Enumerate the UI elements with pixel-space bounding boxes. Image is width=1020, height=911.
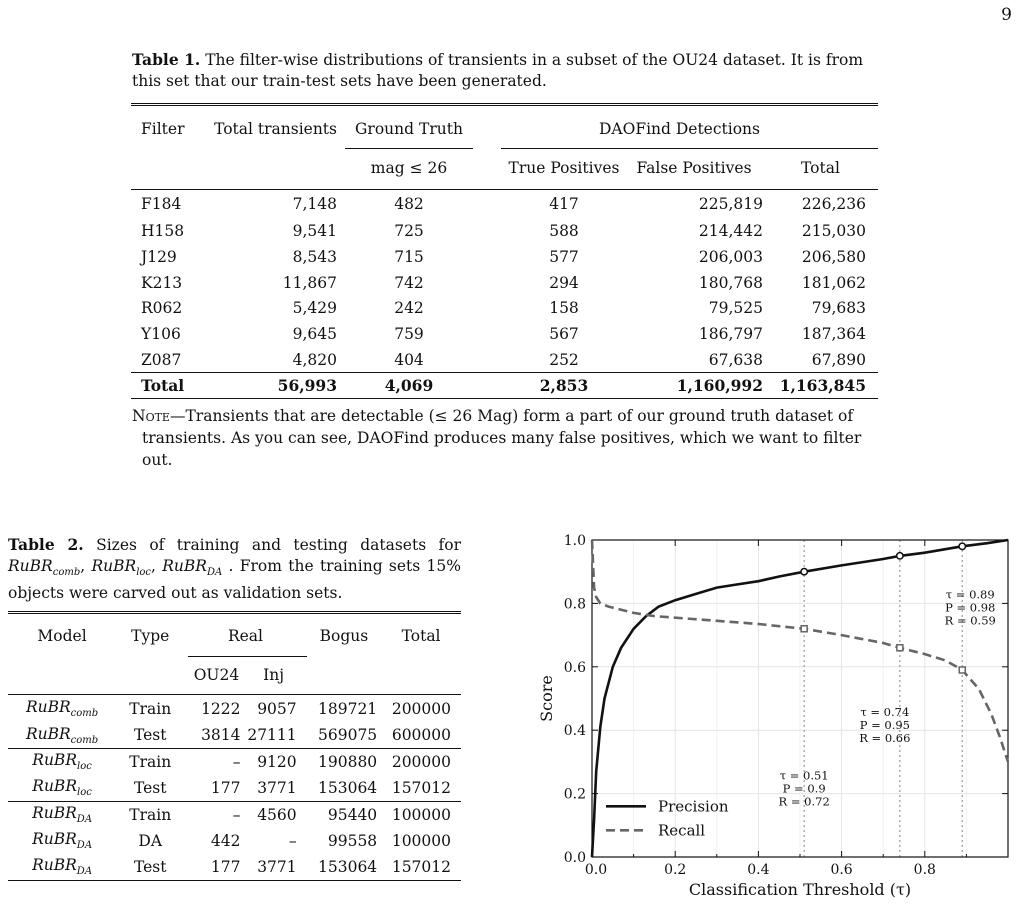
t2-bogus-cell: 153064 [318,857,378,876]
table2 [8,611,461,881]
table1-label: Table 1. [132,50,201,69]
table1-caption [132,49,878,92]
table1-cell: 567 [549,325,579,344]
table1-cell: 4,820 [292,350,337,369]
table1-cell: 79,525 [708,299,763,318]
table1-cell: 214,442 [698,222,763,241]
t2-ou24-cell: – [232,805,241,824]
table2-header-row [8,616,461,656]
table1-subheader-row [131,148,878,189]
col-total-transients-header: Total transients [214,119,337,138]
table1-cell: 404 [394,350,424,369]
table1-cell: 181,062 [801,273,866,292]
legend-label-recall: Recall [658,821,706,840]
table1-total-row [131,373,878,398]
threshold-annotation: R = 0.72 [778,794,830,809]
table1-cell: 158 [549,299,579,318]
threshold-annotation: P = 0.98 [945,600,996,615]
recall-marker [959,667,965,673]
t2-bogus-cell: 95440 [327,805,378,824]
t2-total-cell: 600000 [391,726,451,745]
table2-row [8,723,461,749]
y-tick-label: 0.6 [563,659,586,676]
table1-top-rule [131,103,878,106]
table1-grid [131,109,878,398]
table2-grid [8,616,461,880]
table1-row [131,347,878,373]
note-text: —Transients that are detectable (≤ 26 Mag) form a part of our ground truth dataset of transients. As you can see, DAOFind produces many false positives, which we want to filter out. [142,407,862,469]
table1 [131,103,878,399]
total-label: Total [141,376,185,396]
t2-bogus-cell: 190880 [318,753,378,771]
t2-ou24-cell: 3814 [201,726,241,745]
t2-type-cell: Train [129,805,172,824]
note-label: Note [132,407,170,425]
precision-marker [897,553,903,559]
table1-cell: 226,236 [801,195,866,213]
table1-cell: 67,638 [708,350,763,369]
t2-inj-header: Inj [263,665,285,684]
x-tick-label: 0.2 [664,862,687,878]
y-axis-label: Score [537,675,556,722]
t2-inj-cell: 9057 [257,699,297,718]
threshold-annotation: τ = 0.89 [945,587,995,602]
x-tick-label: 0.8 [913,862,936,878]
table2-row [8,775,461,801]
table1-cell: 5,429 [292,299,337,318]
table1-cell: 577 [549,248,579,267]
t2-model-header: Model [37,627,87,645]
t2-type-cell: Train [129,753,172,771]
precision-marker [959,543,965,549]
table1-cell: R062 [141,299,183,318]
recall-marker [801,626,807,632]
y-tick-label: 0.2 [563,786,586,803]
t2-inj-cell: – [288,831,297,850]
t2-bogus-cell: 153064 [318,778,378,797]
table1-cell: Z087 [141,350,182,369]
legend-label-precision: Precision [658,797,729,816]
t2-ou24-cell: 442 [210,831,241,850]
t2-model-cell: RuBR$_{comb}$ [25,697,99,720]
t2-bogus-cell: 569075 [318,726,378,745]
precision-marker [801,569,807,575]
table1-cell: K213 [141,273,183,292]
table2-caption [8,534,461,604]
t2-type-cell: Test [133,778,167,797]
t2-bogus-header: Bogus [319,627,369,645]
threshold-annotation: τ = 0.74 [860,704,910,719]
table1-row [131,190,878,219]
table2-row [8,828,461,854]
recall-marker [897,645,903,651]
table1-cell: 79,683 [811,299,866,318]
table1-cell: 7,148 [292,195,337,213]
table1-cell: 242 [394,299,424,318]
table1-cell: 715 [394,248,424,267]
table1-cell: J129 [141,248,177,267]
table1-caption-text: The filter-wise distributions of transients in a subset of the OU24 dataset. It is from this set that our train-test sets have been generated. [132,51,864,90]
y-tick-label: 1.0 [563,533,586,549]
t2-inj-cell: 3771 [257,857,297,876]
table2-row [8,854,461,880]
t2-total-header: Total [401,627,441,645]
col-filter-header: Filter [141,119,185,138]
t2-model-cell: RuBR$_{DA}$ [32,855,93,878]
table2-bottom-rule [8,880,461,881]
table1-cell: 186,797 [698,325,763,344]
table2-row [8,802,461,828]
table1-cell: H158 [141,222,185,241]
total-false-positives: 1,160,992 [676,376,763,396]
x-tick-label: 0.0 [584,862,608,878]
x-tick-label: 0.6 [830,862,853,878]
col-ground-truth-header: Ground Truth [337,109,481,148]
t2-ou24-cell: 1222 [201,699,241,718]
table2-row [8,695,461,723]
x-axis-label: Classification Threshold (τ) [688,880,912,899]
threshold-annotation: P = 0.9 [782,781,826,796]
table1-cell: 187,364 [801,325,866,344]
table1-row [131,270,878,296]
t2-total-cell: 100000 [391,831,451,850]
table1-row [131,244,878,270]
threshold-annotation: R = 0.59 [944,613,996,628]
t2-inj-cell: 9120 [257,753,297,771]
t2-type-cell: DA [138,831,163,850]
total-ground-truth: 4,069 [384,376,434,396]
threshold-annotation: R = 0.66 [859,730,911,745]
t2-model-cell: RuBR$_{comb}$ [25,724,99,746]
table2-caption-text: Sizes of training and testing datasets for RuBR$_{comb}$, RuBR$_{loc}$, RuBR$_{DA}$ . From the training sets 15% objects were carved out as validation sets. [8,536,461,603]
precision-recall-chart [530,525,1020,911]
table1-cell: 759 [394,325,424,344]
table1-cell: 11,867 [282,273,337,292]
t2-type-cell: Train [129,699,172,718]
table1-row [131,296,878,322]
y-tick-label: 0.0 [563,850,586,866]
table1-cell: 9,541 [292,222,337,241]
col-true-positives-header: True Positives [508,159,620,178]
t2-total-cell: 157012 [391,857,451,876]
t2-ou24-header: OU24 [193,665,240,684]
t2-ou24-cell: – [232,753,241,771]
table1-cell: 225,819 [698,195,763,213]
threshold-annotation: τ = 0.51 [779,768,829,783]
table1-cell: 742 [394,273,424,292]
t2-inj-cell: 3771 [257,778,297,797]
t2-model-cell: RuBR$_{loc}$ [32,777,92,799]
table1-cell: F184 [141,195,182,213]
table1-cell: 215,030 [801,222,866,241]
t2-model-cell: RuBR$_{DA}$ [32,829,93,852]
y-tick-label: 0.8 [563,596,586,613]
table1-cell: 588 [549,222,579,241]
table2-subheader-row [8,656,461,694]
t2-type-cell: Test [133,857,167,876]
table1-row [131,321,878,347]
t2-real-header: Real [184,616,306,656]
t2-ou24-cell: 177 [210,857,241,876]
total-total: 1,163,845 [779,376,866,396]
table1-row [131,219,878,245]
table1-cell: Y106 [141,325,181,344]
table1-cell: 9,645 [292,325,337,344]
t2-total-cell: 100000 [391,805,451,824]
table2-row [8,749,461,775]
table1-cell: 8,543 [292,248,337,267]
t2-bogus-cell: 189721 [318,699,378,718]
table1-cell: 180,768 [698,273,763,292]
table2-top-rule [8,611,461,614]
t2-model-cell: RuBR$_{DA}$ [32,803,93,826]
col-total-header: Total [801,159,840,178]
table1-cell: 252 [549,350,579,369]
x-tick-label: 0.4 [747,862,770,878]
col-daofind-header: DAOFind Detections [481,109,878,148]
table1-cell: 294 [549,273,579,292]
table1-cell: 206,003 [698,248,763,267]
table1-cell: 417 [549,195,579,213]
table1-cell: 67,890 [811,350,866,369]
table1-header-row [131,109,878,148]
t2-total-cell: 200000 [391,699,451,718]
t2-bogus-cell: 99558 [327,831,378,850]
total-true-positives: 2,853 [539,376,589,396]
table1-cell: 482 [394,195,424,213]
col-mag-sub-header: mag ≤ 26 [370,159,448,178]
threshold-annotation: P = 0.95 [859,717,910,732]
y-tick-label: 0.4 [563,723,586,740]
table1-note [132,405,888,471]
page-number: 9 [1001,5,1012,25]
t2-type-cell: Test [133,726,167,745]
table1-cell: 206,580 [801,248,866,267]
t2-inj-cell: 27111 [247,726,297,745]
t2-type-header: Type [131,627,170,645]
table1-bottom-rule [131,398,878,399]
table1-cell: 725 [394,222,424,241]
t2-model-cell: RuBR$_{loc}$ [32,751,92,773]
t2-total-cell: 200000 [391,753,451,771]
table2-label: Table 2. [8,535,84,554]
total-transients: 56,993 [277,376,337,396]
t2-inj-cell: 4560 [257,805,297,824]
t2-total-cell: 157012 [391,778,451,797]
col-false-positives-header: False Positives [636,159,752,178]
t2-ou24-cell: 177 [210,778,241,797]
